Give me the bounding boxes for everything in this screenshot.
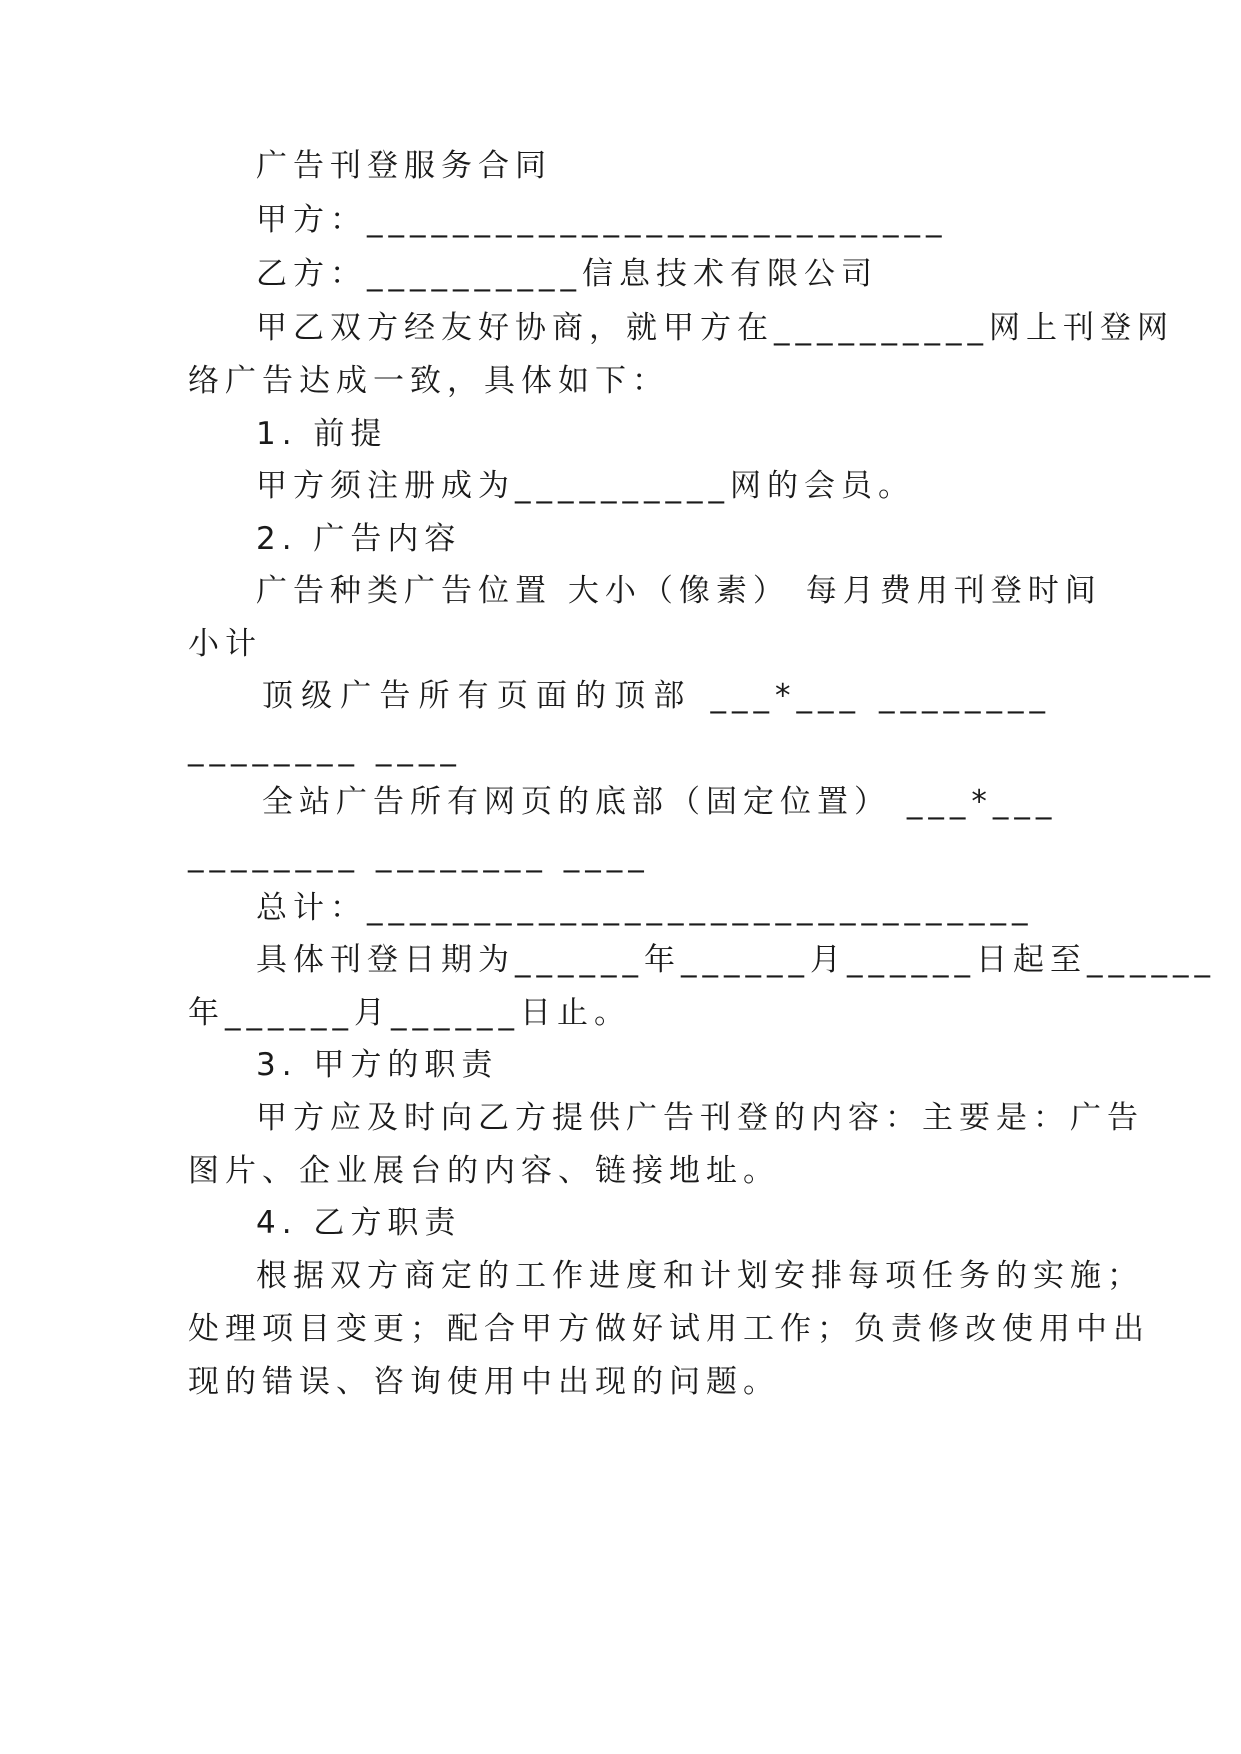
section-1-text: 甲方须注册成为__________网的会员。: [256, 468, 915, 504]
section-4-line-3: 现的错误、咨询使用中出现的问题。: [188, 1364, 780, 1400]
ad-row-2-line-1: 全站广告所有网页的底部（固定位置） ___*___: [262, 784, 1058, 820]
intro-line-1: 甲乙双方经友好协商，就甲方在__________网上刊登网: [256, 310, 1174, 346]
section-4-line-2: 处理项目变更；配合甲方做好试用工作；负责修改使用中出: [188, 1311, 1150, 1347]
intro-line-2: 络广告达成一致，具体如下：: [188, 363, 669, 399]
ad-table-header-line-1: 广告种类广告位置 大小（像素） 每月费用刊登时间: [256, 573, 1102, 609]
section-3-heading: 3. 甲方的职责: [256, 1047, 499, 1083]
ad-row-1-line-1: 顶级广告所有页面的顶部 ___*___ ________: [262, 678, 1051, 714]
party-b-line: 乙方：__________信息技术有限公司: [256, 256, 878, 292]
dates-line-2: 年______月______日止。: [188, 995, 631, 1031]
section-4-line-1: 根据双方商定的工作进度和计划安排每项任务的实施；: [256, 1258, 1144, 1294]
section-3-line-2: 图片、企业展台的内容、链接地址。: [188, 1153, 780, 1189]
party-a-line: 甲方：___________________________: [256, 202, 948, 238]
dates-line-1: 具体刊登日期为______年______月______日起至______: [256, 942, 1216, 978]
contract-title: 广告刊登服务合同: [256, 148, 552, 184]
section-4-heading: 4. 乙方职责: [256, 1205, 462, 1241]
ad-row-1-line-2: ________ ____: [188, 731, 462, 767]
ad-row-2-line-2: ________ ________ ____: [188, 837, 650, 873]
section-1-heading: 1. 前提: [256, 416, 388, 452]
total-line: 总计：_______________________________: [256, 890, 1034, 926]
section-3-line-1: 甲方应及时向乙方提供广告刊登的内容：主要是：广告: [256, 1100, 1144, 1136]
ad-table-header-line-2: 小计: [188, 626, 262, 662]
section-2-heading: 2. 广告内容: [256, 521, 462, 557]
